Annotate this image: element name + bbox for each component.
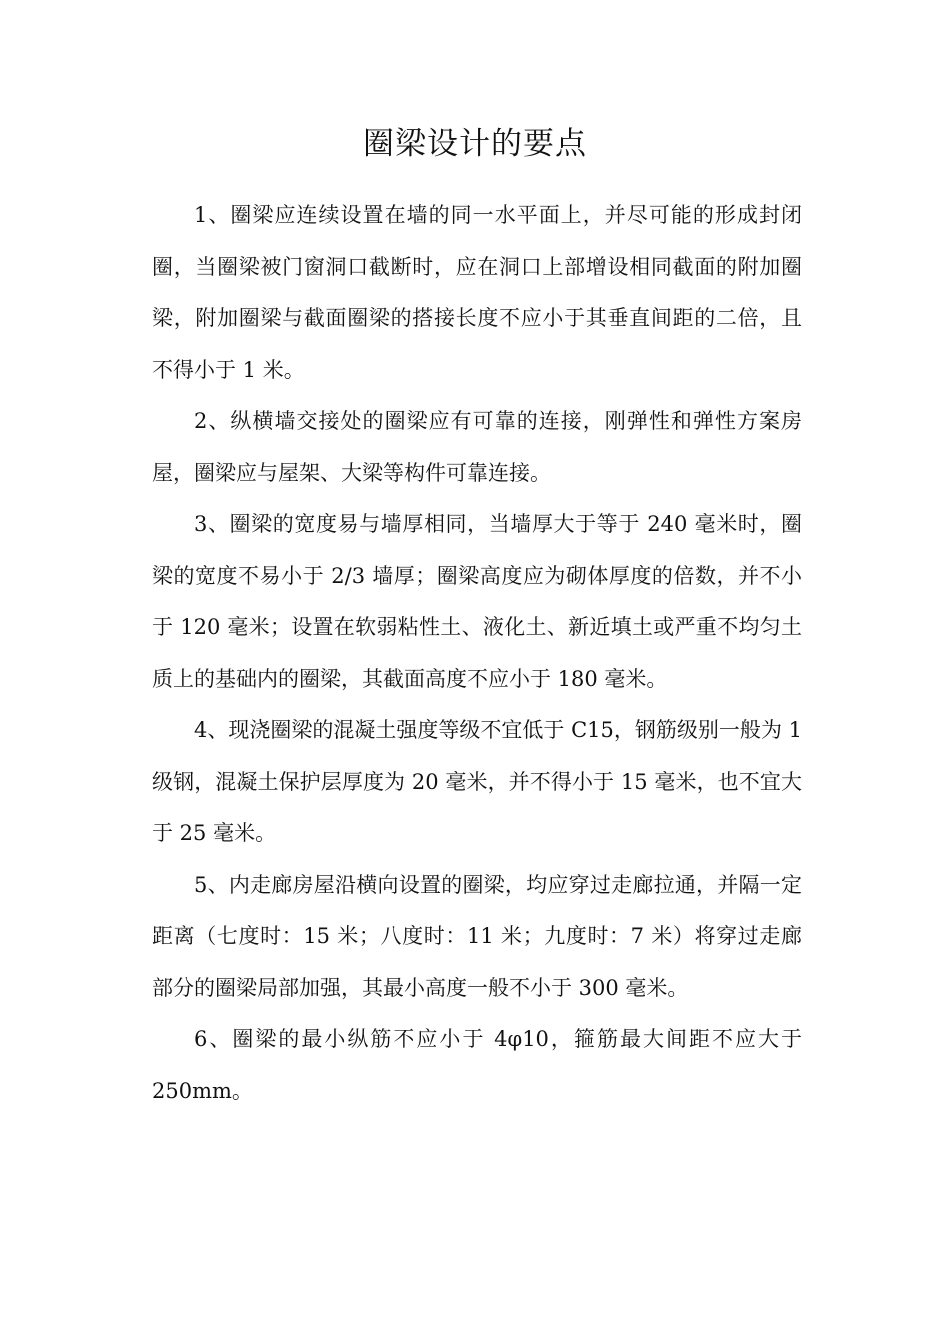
- document-body: [152, 190, 802, 1117]
- paragraph-3: 3、圈梁的宽度易与墙厚相同，当墙厚大于等于 240 毫米时，圈梁的宽度不易小于 2/3 墙厚；圈梁高度应为砌体厚度的倍数，并不小于 120 毫米；设置在软弱粘性土、液化土、新近填土或严重不均匀土质上的基础内的圈梁，其截面高度不应小于 180 毫米。: [152, 512, 802, 691]
- document-title: 圈梁设计的要点: [363, 126, 587, 162]
- paragraph-4: 4、现浇圈梁的混凝土强度等级不宜低于 C15，钢筋级别一般为 1 级钢，混凝土保护层厚度为 20 毫米，并不得小于 15 毫米，也不宜大于 25 毫米。: [152, 718, 802, 845]
- paragraph-6: 6、圈梁的最小纵筋不应小于 4φ10，箍筋最大间距不应大于 250mm。: [152, 1027, 802, 1103]
- paragraph-5: 5、内走廊房屋沿横向设置的圈梁，均应穿过走廊拉通，并隔一定距离（七度时：15 米；八度时：11 米；九度时：7 米）将穿过走廊部分的圈梁局部加强，其最小高度一般不小于 300 毫米。: [152, 872, 802, 1000]
- paragraph-1: 1、圈梁应连续设置在墙的同一水平面上，并尽可能的形成封闭圈，当圈梁被门窗洞口截断时，应在洞口上部增设相同截面的附加圈梁，附加圈梁与截面圈梁的搭接长度不应小于其垂直间距的二倍，且不得小于 1 米。: [152, 203, 802, 382]
- paragraph-2: 2、纵横墙交接处的圈梁应有可靠的连接，刚弹性和弹性方案房屋，圈梁应与屋架、大梁等构件可靠连接。: [152, 409, 802, 485]
